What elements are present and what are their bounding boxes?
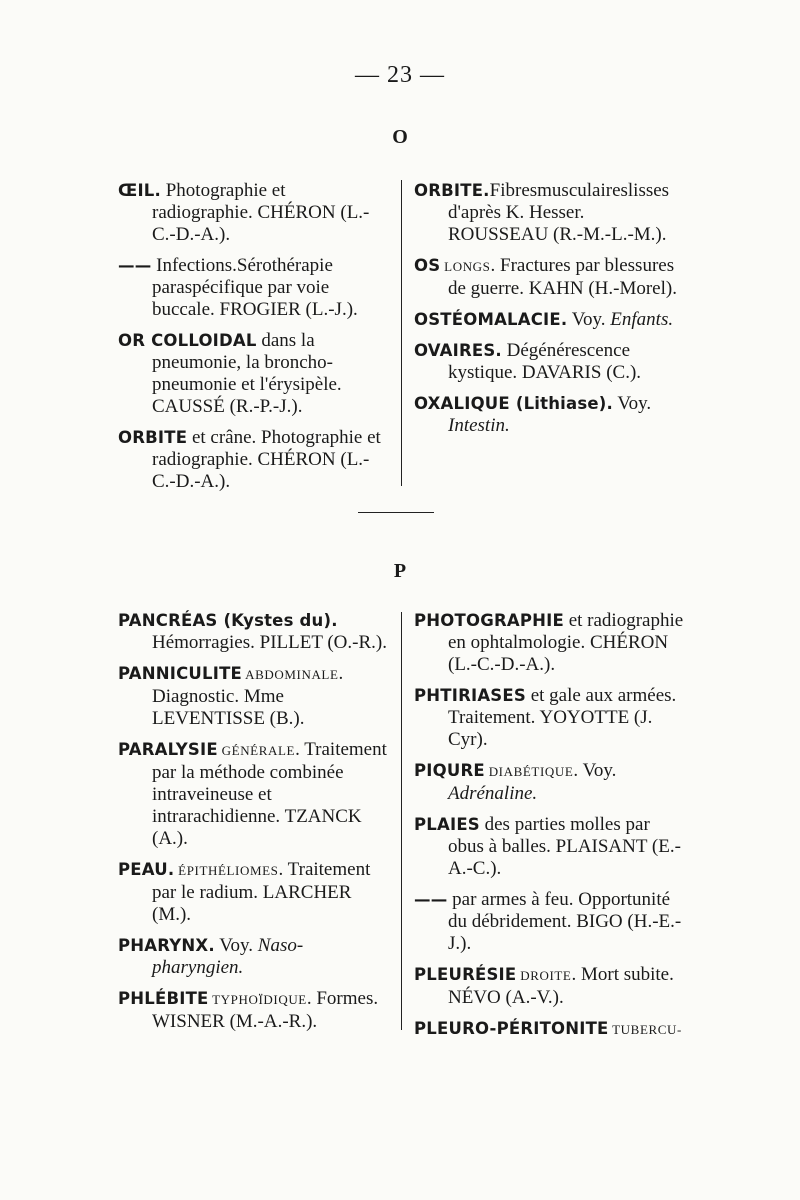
entry-text: . Formes. WISNER (M.-A.-R.). <box>152 988 379 1032</box>
index-entry <box>118 180 388 246</box>
entry-heading: OVAIRES. <box>414 341 502 360</box>
entry-text: Infections.Sérothérapie paraspécifique par voie buccale. FROGIER (L.-J.). <box>151 255 358 320</box>
entry-heading: OSTÉOMALACIE. <box>414 310 568 329</box>
index-column-o-right <box>414 180 684 446</box>
entry-text: . Diagnostic. Mme LEVENTISSE (B.). <box>152 663 344 729</box>
entry-text: Voy. <box>214 935 258 956</box>
page-number: — 23 — <box>355 62 445 88</box>
index-column-p-right <box>414 610 684 1050</box>
entry-qualifier: TUBERCU- <box>608 1022 682 1037</box>
index-entry <box>414 889 684 955</box>
entry-heading: ORBITE <box>118 428 188 447</box>
index-entry <box>414 255 684 300</box>
entry-heading: PEAU. <box>118 860 175 879</box>
entry-heading: PARALYSIE <box>118 740 218 759</box>
index-entry <box>118 610 388 654</box>
index-entry <box>118 427 388 493</box>
index-column-o-left <box>118 180 388 502</box>
entry-heading: —— <box>118 256 152 275</box>
entry-text: des parties molles par obus à balles. PLAISANT (E.-A.-C.). <box>448 814 681 879</box>
index-entry <box>414 964 684 1009</box>
entry-text: . Traitement par la méthode combinée intraveineuse et intrarachidienne. TZANCK (A.). <box>152 739 387 849</box>
entry-qualifier: LONGS <box>440 259 491 274</box>
entry-qualifier: TYPHOÏDIQUE <box>208 992 307 1007</box>
entry-text: Voy. <box>567 309 611 330</box>
index-entry <box>414 610 684 676</box>
entry-heading: PLEURO-PÉRITONITE <box>414 1019 609 1038</box>
column-divider-p <box>401 612 402 1030</box>
index-entry <box>118 935 388 979</box>
index-entry <box>118 330 388 418</box>
entry-heading: PANNICULITE <box>118 664 242 683</box>
index-column-p-left <box>118 610 388 1042</box>
entry-text: . Mort subite. NÉVO (A.-V.). <box>448 964 674 1008</box>
entry-text: dans la pneumonie, la broncho-pneumonie et l'érysipèle. CAUSSÉ (R.-P.-J.). <box>152 330 342 417</box>
entry-text: Hémorragies. PILLET (O.-R.). <box>152 632 387 653</box>
section-letter-o: O <box>392 126 408 148</box>
entry-qualifier: DIABÉTIQUE <box>484 764 574 779</box>
entry-heading: PLEURÉSIE <box>414 965 517 984</box>
entry-text: et radiographie en ophtalmologie. CHÉRON (L.-C.-D.-A.). <box>448 610 684 675</box>
index-entry <box>414 309 684 331</box>
entry-heading: PHARYNX. <box>118 936 215 955</box>
index-entry <box>118 988 388 1033</box>
section-letter-p: P <box>393 560 407 582</box>
entry-heading: PANCRÉAS (Kystes du). <box>118 611 338 630</box>
entry-text: . Fractures par blessures de guerre. KAHN (H.-Morel). <box>448 255 677 299</box>
entry-text: et crâne. Photographie et radiographie. CHÉRON (L.-C.-D.-A.). <box>152 427 381 492</box>
index-entry <box>118 663 388 730</box>
index-entry <box>414 393 684 437</box>
entry-text: Photographie et radiographie. CHÉRON (L.-C.-D.-A.). <box>152 180 370 245</box>
entry-heading: OXALIQUE (Lithiase). <box>414 394 613 413</box>
entry-heading: PLAIES <box>414 815 480 834</box>
entry-qualifier: ABDOMINALE <box>242 667 339 682</box>
entry-heading: ŒIL. <box>118 181 161 200</box>
entry-cross-reference: Intestin. <box>448 415 510 436</box>
entry-heading: OR COLLOIDAL <box>118 331 257 350</box>
entry-heading: PHLÉBITE <box>118 989 209 1008</box>
entry-qualifier: DROITE <box>516 968 572 983</box>
section-separator <box>358 512 434 513</box>
index-entry <box>414 340 684 384</box>
entry-heading: PIQURE <box>414 761 485 780</box>
entry-text: et gale aux armées. Traitement. YOYOTTE (J. Cyr). <box>448 685 677 750</box>
entry-heading: PHTIRIASES <box>414 686 526 705</box>
entry-text: Voy. <box>612 393 652 414</box>
index-entry <box>414 760 684 805</box>
entry-heading: ORBITE. <box>414 181 490 200</box>
entry-cross-reference: Enfants. <box>610 309 674 330</box>
entry-text: Dégénérescence kystique. DAVARIS (C.). <box>448 340 642 383</box>
index-entry <box>118 859 388 926</box>
entry-text: Fibresmusculaireslisses d'après K. Hesser. ROUSSEAU (R.-M.-L.-M.). <box>448 180 670 245</box>
index-entry <box>118 255 388 321</box>
entry-text: . Voy. <box>573 760 617 781</box>
entry-heading: —— <box>414 890 448 909</box>
index-entry <box>118 739 388 850</box>
entry-heading: PHOTOGRAPHIE <box>414 611 564 630</box>
entry-qualifier: ÉPITHÉLIOMES <box>174 863 279 878</box>
entry-heading: OS <box>414 256 441 275</box>
index-entry <box>414 1018 684 1041</box>
index-entry <box>414 685 684 751</box>
entry-text: . Traitement par le radium. LARCHER (M.). <box>152 859 371 925</box>
column-divider-o <box>401 180 402 486</box>
index-entry <box>414 180 684 246</box>
entry-qualifier: GÉNÉRALE <box>217 743 296 758</box>
entry-cross-reference: Adrénaline. <box>448 783 538 804</box>
entry-cross-reference: Naso-pharyngien. <box>152 935 304 978</box>
index-entry <box>414 814 684 880</box>
entry-text: par armes à feu. Opportunité du débridement. BIGO (H.-E.-J.). <box>447 889 682 954</box>
